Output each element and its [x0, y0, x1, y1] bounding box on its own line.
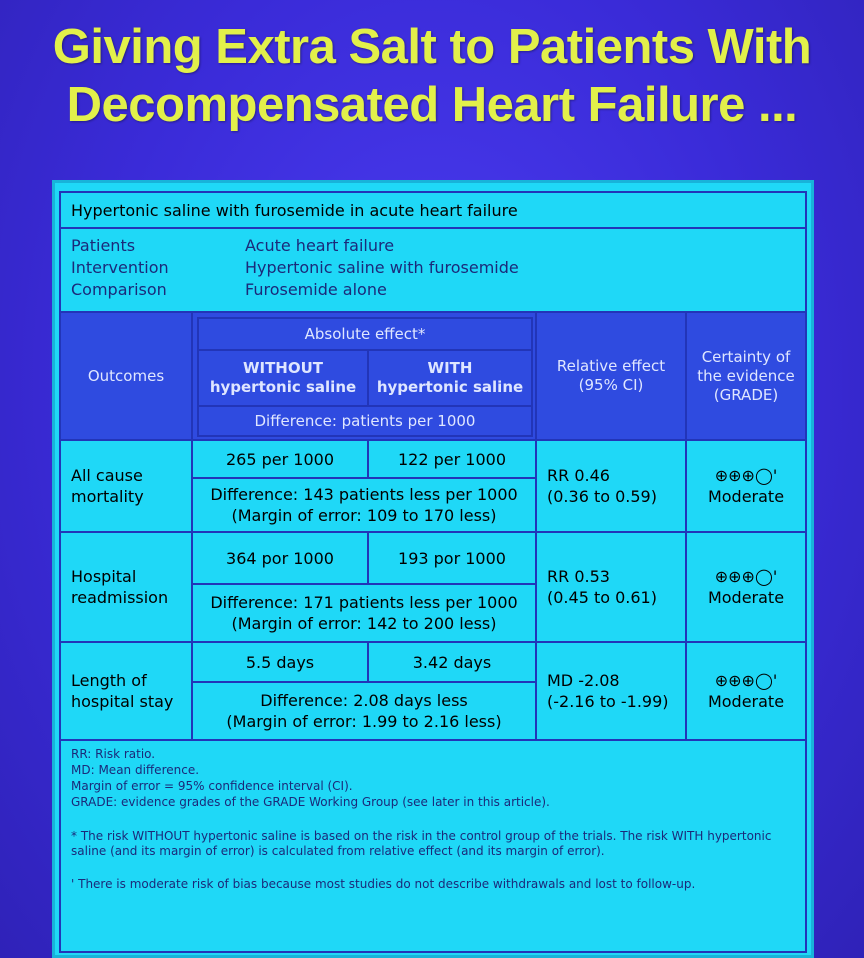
- row-1-difference: Difference: 143 patients less per 1000 (Margin of error: 109 to 170 less): [191, 477, 537, 533]
- table-title: Hypertonic saline with furosemide in acute heart failure: [59, 191, 807, 229]
- row-1-relative: RR 0.46 (0.36 to 0.59): [535, 439, 687, 533]
- pico-label-comparison: Comparison: [71, 280, 167, 299]
- row-2-without: 364 por 1000: [191, 531, 369, 585]
- pico-label-intervention: Intervention: [71, 258, 169, 277]
- row-1-outcome: All cause mortality: [59, 439, 193, 533]
- footnote-rr: RR: Risk ratio.: [71, 747, 156, 761]
- pico-value-intervention: Hypertonic saline with furosemide: [245, 258, 519, 277]
- row-2-relative: RR 0.53 (0.45 to 0.61): [535, 531, 687, 643]
- row-3-difference: Difference: 2.08 days less (Margin of error: 1.99 to 2.16 less): [191, 681, 537, 741]
- row-1-certainty: [685, 439, 807, 533]
- footnote-grade: GRADE: evidence grades of the GRADE Working Group (see later in this article).: [71, 795, 550, 809]
- row-3-certainty: [685, 641, 807, 741]
- pico-value-comparison: Furosemide alone: [245, 280, 387, 299]
- pico-value-patients: Acute heart failure: [245, 236, 395, 255]
- row-3-without: 5.5 days: [191, 641, 369, 683]
- grade-symbol-icon: ⊕⊕⊕◯': [714, 671, 778, 690]
- row-2-difference: Difference: 171 patients less per 1000 (Margin of error: 142 to 200 less): [191, 583, 537, 643]
- row-3-outcome: Length of hospital stay: [59, 641, 193, 741]
- header-difference: Difference: patients per 1000: [197, 405, 533, 437]
- slide-title-line-1: Giving Extra Salt to Patients With: [52, 20, 812, 74]
- pico-box: [59, 227, 807, 313]
- pico-label-patients: Patients: [71, 236, 136, 255]
- slide-title-line-2: Decompensated Heart Failure ...: [66, 78, 798, 132]
- header-absolute-effect: Absolute effect*: [197, 317, 533, 351]
- header-with: WITH hypertonic saline: [367, 349, 533, 407]
- footnote-risk-note: * The risk WITHOUT hypertonic saline is based on the risk in the control group of the trials. The risk WITH hypertonic saline (and its margin of error) is calculated from relative effect (and its margin of error).: [71, 829, 772, 858]
- grade-symbol-icon: ⊕⊕⊕◯': [714, 567, 778, 586]
- row-1-grade: Moderate: [707, 487, 785, 506]
- header-certainty: Certainty of the evidence (GRADE): [685, 311, 807, 441]
- row-3-with: 3.42 days: [367, 641, 537, 683]
- row-1-with: 122 per 1000: [367, 439, 537, 479]
- row-3-relative: MD -2.08 (-2.16 to -1.99): [535, 641, 687, 741]
- header-relative-effect: Relative effect (95% CI): [535, 311, 687, 441]
- footnotes-box: [59, 739, 807, 953]
- row-2-grade: Moderate: [707, 588, 785, 607]
- footnote-md: MD: Mean difference.: [71, 763, 200, 777]
- header-without: WITHOUT hypertonic saline: [197, 349, 369, 407]
- row-3-grade: Moderate: [707, 692, 785, 711]
- slide-title: [0, 18, 864, 134]
- summary-of-findings-table: [52, 180, 814, 958]
- row-2-outcome: Hospital readmission: [59, 531, 193, 643]
- footnote-bias-note: ' There is moderate risk of bias because most studies do not describe withdrawals and lost to follow-up.: [71, 877, 696, 891]
- row-2-with: 193 por 1000: [367, 531, 537, 585]
- footnote-margin: Margin of error = 95% confidence interval (CI).: [71, 779, 353, 793]
- header-outcomes: Outcomes: [59, 311, 193, 441]
- grade-symbol-icon: ⊕⊕⊕◯': [714, 466, 778, 485]
- row-2-certainty: [685, 531, 807, 643]
- row-1-without: 265 per 1000: [191, 439, 369, 479]
